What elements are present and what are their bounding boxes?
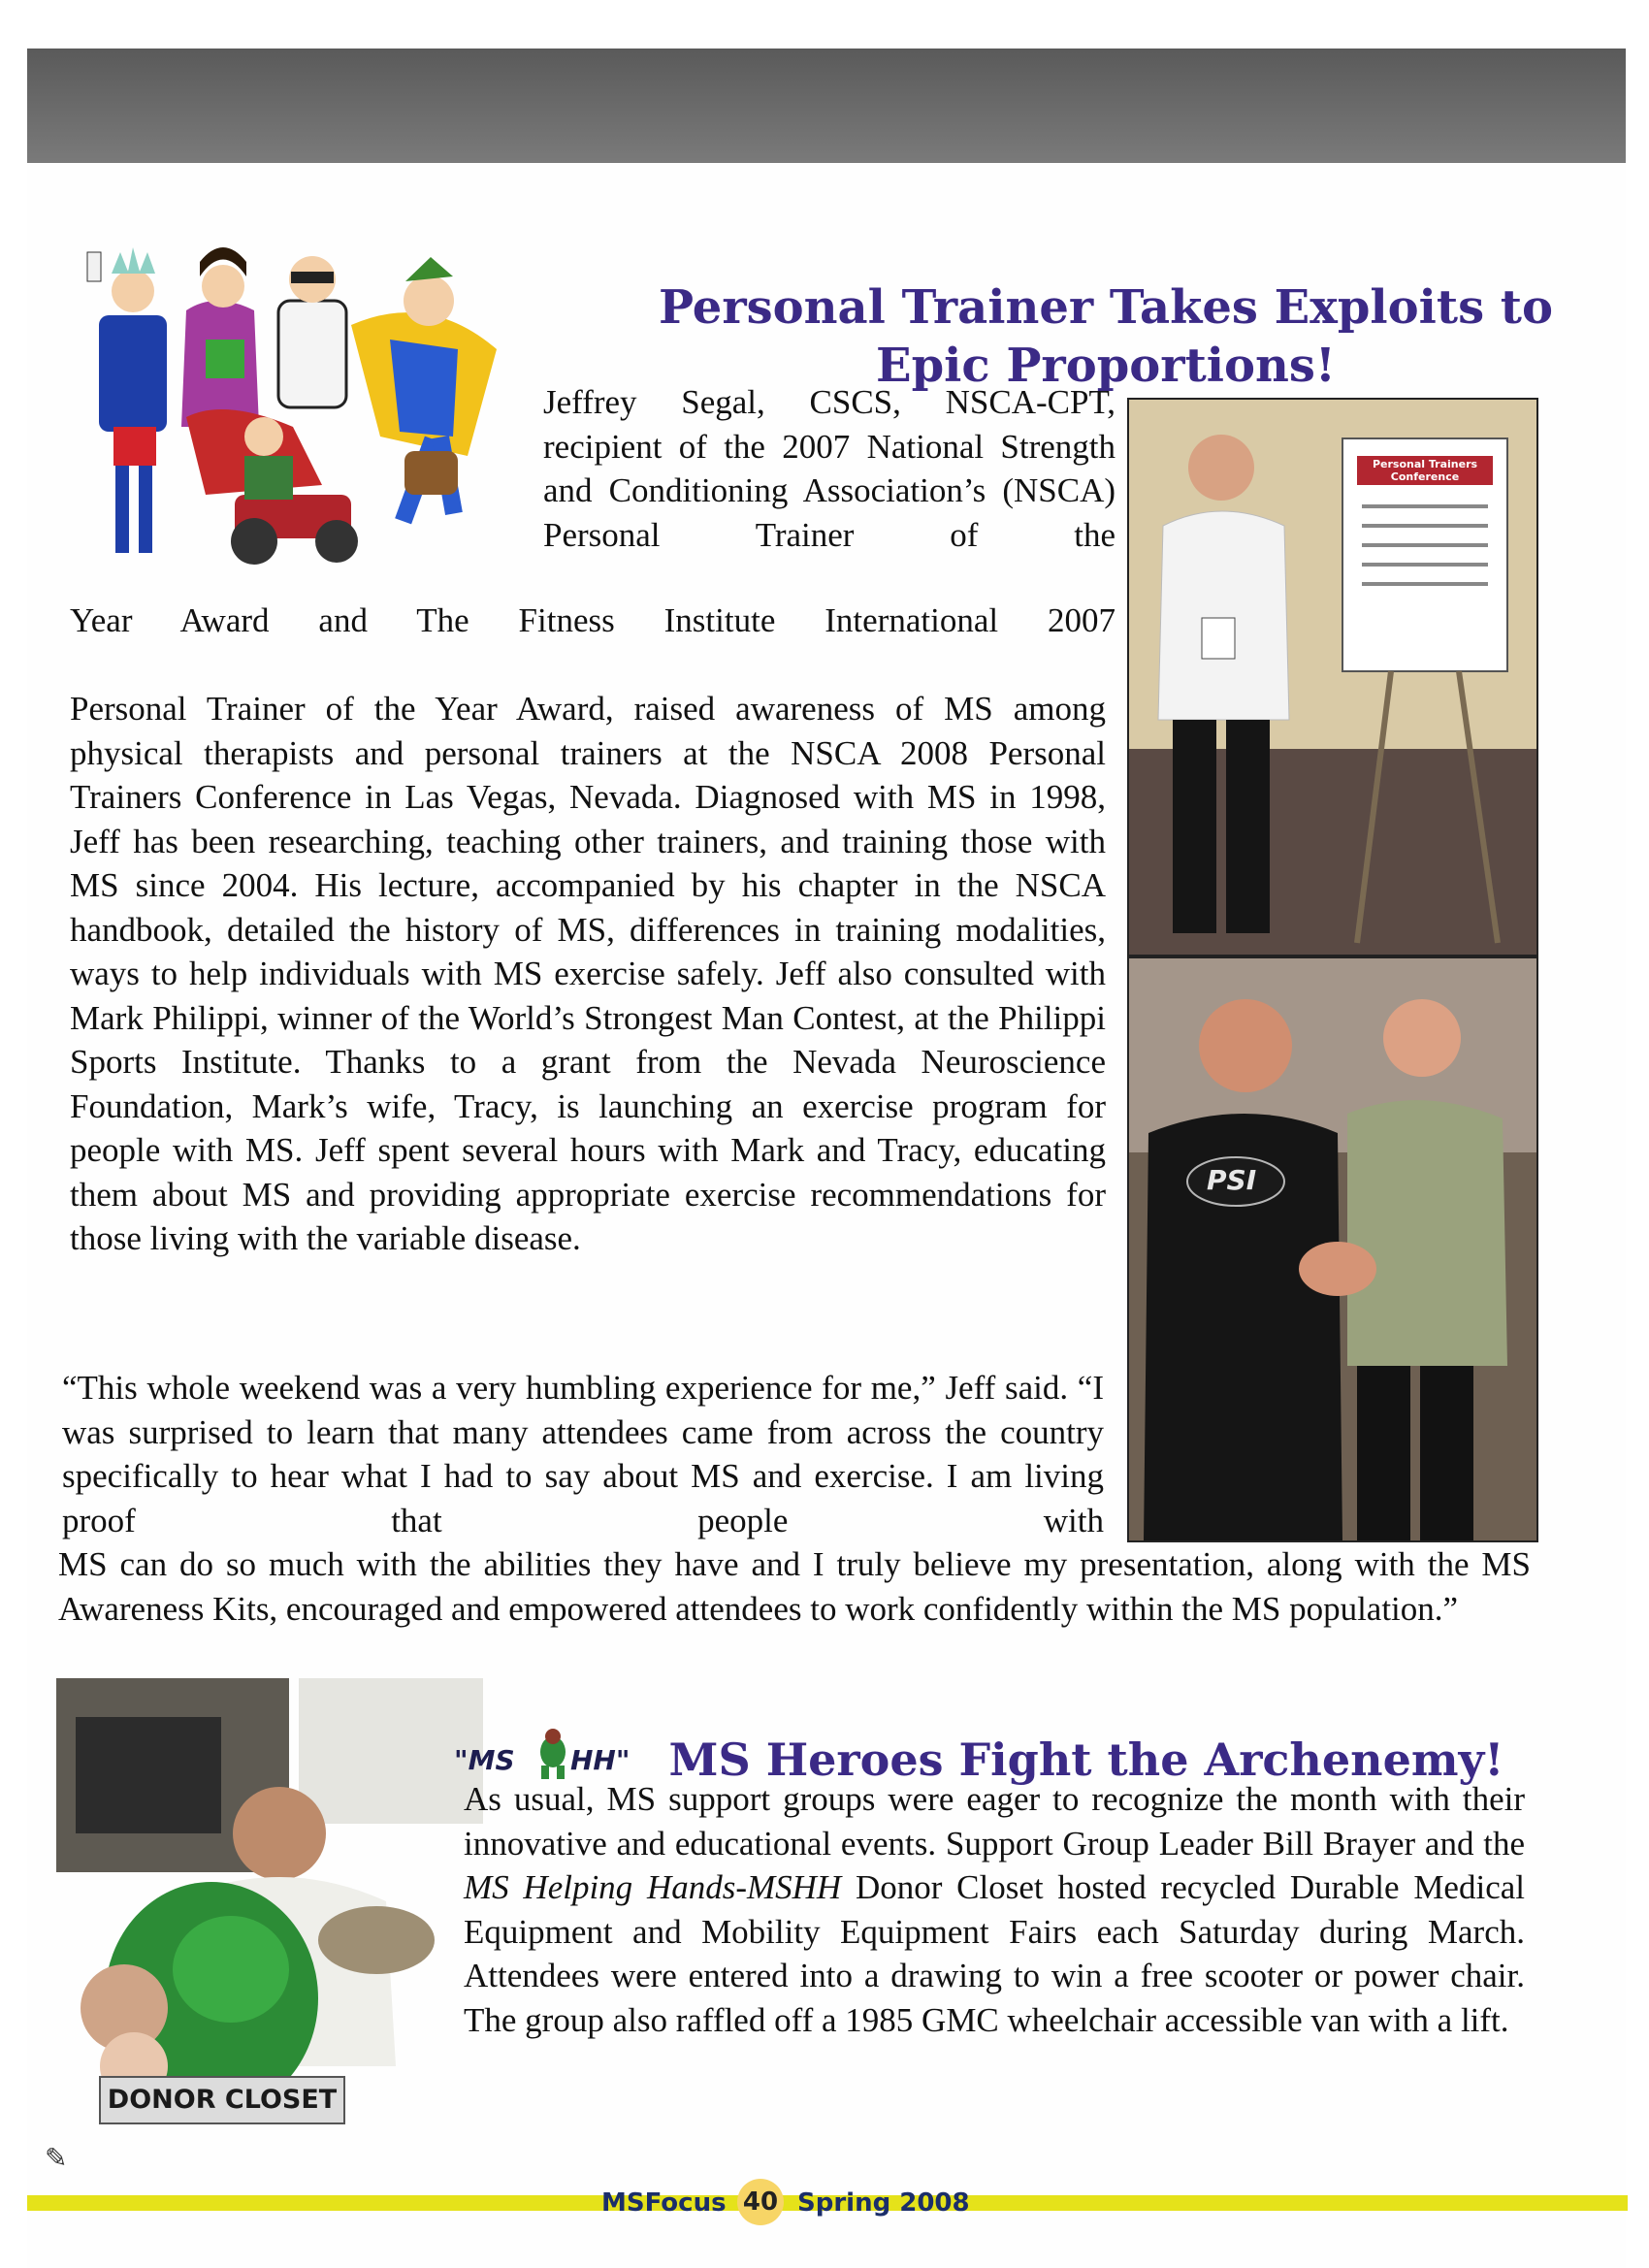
article-headline: Personal Trainer Takes Exploits to Epic Proportions! xyxy=(658,280,1553,394)
poster-title: Personal Trainers Conference xyxy=(1372,458,1478,483)
photo-trainer-at-conference xyxy=(1127,398,1538,956)
photo-handshake xyxy=(1127,956,1538,1542)
turtle-mascot-icon xyxy=(534,1727,572,1781)
scan-shadow xyxy=(27,49,1630,163)
superhero-cartoon-illustration xyxy=(70,233,535,572)
publication-name: MSFocus xyxy=(601,2188,727,2218)
page-number: 40 xyxy=(737,2179,784,2225)
cartoon-masked-figure xyxy=(278,256,346,407)
donor-closet-collage xyxy=(56,1678,483,2134)
article-body-paragraph: Personal Trainer of the Year Award, raised awareness of MS among physical therapists and personal trainers at the NSCA 2008 Personal Trainers Conference in Las Vegas, Nevada. Diagnosed with MS in 1998, Jeff has been researching, teaching other trainers, and training those with MS since 2004. His lecture, accompanied by his chapter in the NSCA handbook, detailed the history of MS, differences in training modalities, ways to help individuals with MS exercise safely. Jeff also consulted with Mark Philippi, winner of the World’s Strongest Man Contest, at the Philippi Sports Institute. Thanks to a grant from the Nevada Neuroscience Foundation, Mark’s wife, Tracy, is launching an exercise program for people with MS. Jeff spent several hours with Mark and Tracy, educating them about MS and providing appropriate exercise recommendations for those living with the variable disease. xyxy=(70,690,1106,1257)
shirt-logo: PSI xyxy=(1207,1164,1257,1196)
cartoon-wheelchair-figure xyxy=(186,409,358,565)
quote-continuation: MS can do so much with the abilities they have and I truly believe my presentation, along with the MS Awareness Kits, encouraged and empowered attendees to work confidently within the MS population.” xyxy=(58,1545,1531,1628)
donor-closet-photos xyxy=(56,1678,483,2134)
issue-season: Spring 2008 xyxy=(797,2188,970,2218)
second-article-body: As usual, MS support groups were eager to recognize the month with their innovative and educational events. Support Group Leader Bill Brayer and the MS Helping Hands-MSHH Donor Closet hosted recycled Durable Medical Equipment and Mobility Equipment Fairs each Saturday during March. Attendees were entered into a drawing to win a free scooter or power chair. The group also raffled off a 1985 GMC wheelchair accessible van with a lift. xyxy=(464,1780,1525,2039)
cartoon-liberty-figure xyxy=(87,247,167,553)
donor-closet-sign: DONOR CLOSET xyxy=(99,2076,345,2124)
cartoon-flying-hero-figure xyxy=(351,257,497,524)
mshh-logo-right: HH" xyxy=(570,1744,630,1776)
cartoon-heroine-figure xyxy=(181,247,259,427)
quote-paragraph: “This whole weekend was a very humbling experience for me,” Jeff said. “I was surprised to learn that many attendees came from across the country specifically to hear what I had to say about MS and exercise. I am living proof that people with xyxy=(62,1369,1104,1539)
mshh-logo-left: "MS xyxy=(454,1744,515,1776)
scan-edge xyxy=(1626,49,1649,2268)
second-article-headline: MS Heroes Fight the Archenemy! xyxy=(668,1733,1504,1787)
article-lead-paragraph: Jeffrey Segal, CSCS, NSCA-CPT, recipient of the 2007 National Strength and Conditioning Association’s (NSCA) Personal Trainer of the xyxy=(543,383,1116,554)
article-lead-continuation: Year Award and The Fitness Institute International 2007 xyxy=(70,601,1116,639)
mshh-logo xyxy=(454,1727,648,1785)
handshake-photo-scene xyxy=(1129,958,1536,1540)
pen-mark: ✎ xyxy=(45,2142,68,2174)
page-footer xyxy=(601,2179,989,2227)
